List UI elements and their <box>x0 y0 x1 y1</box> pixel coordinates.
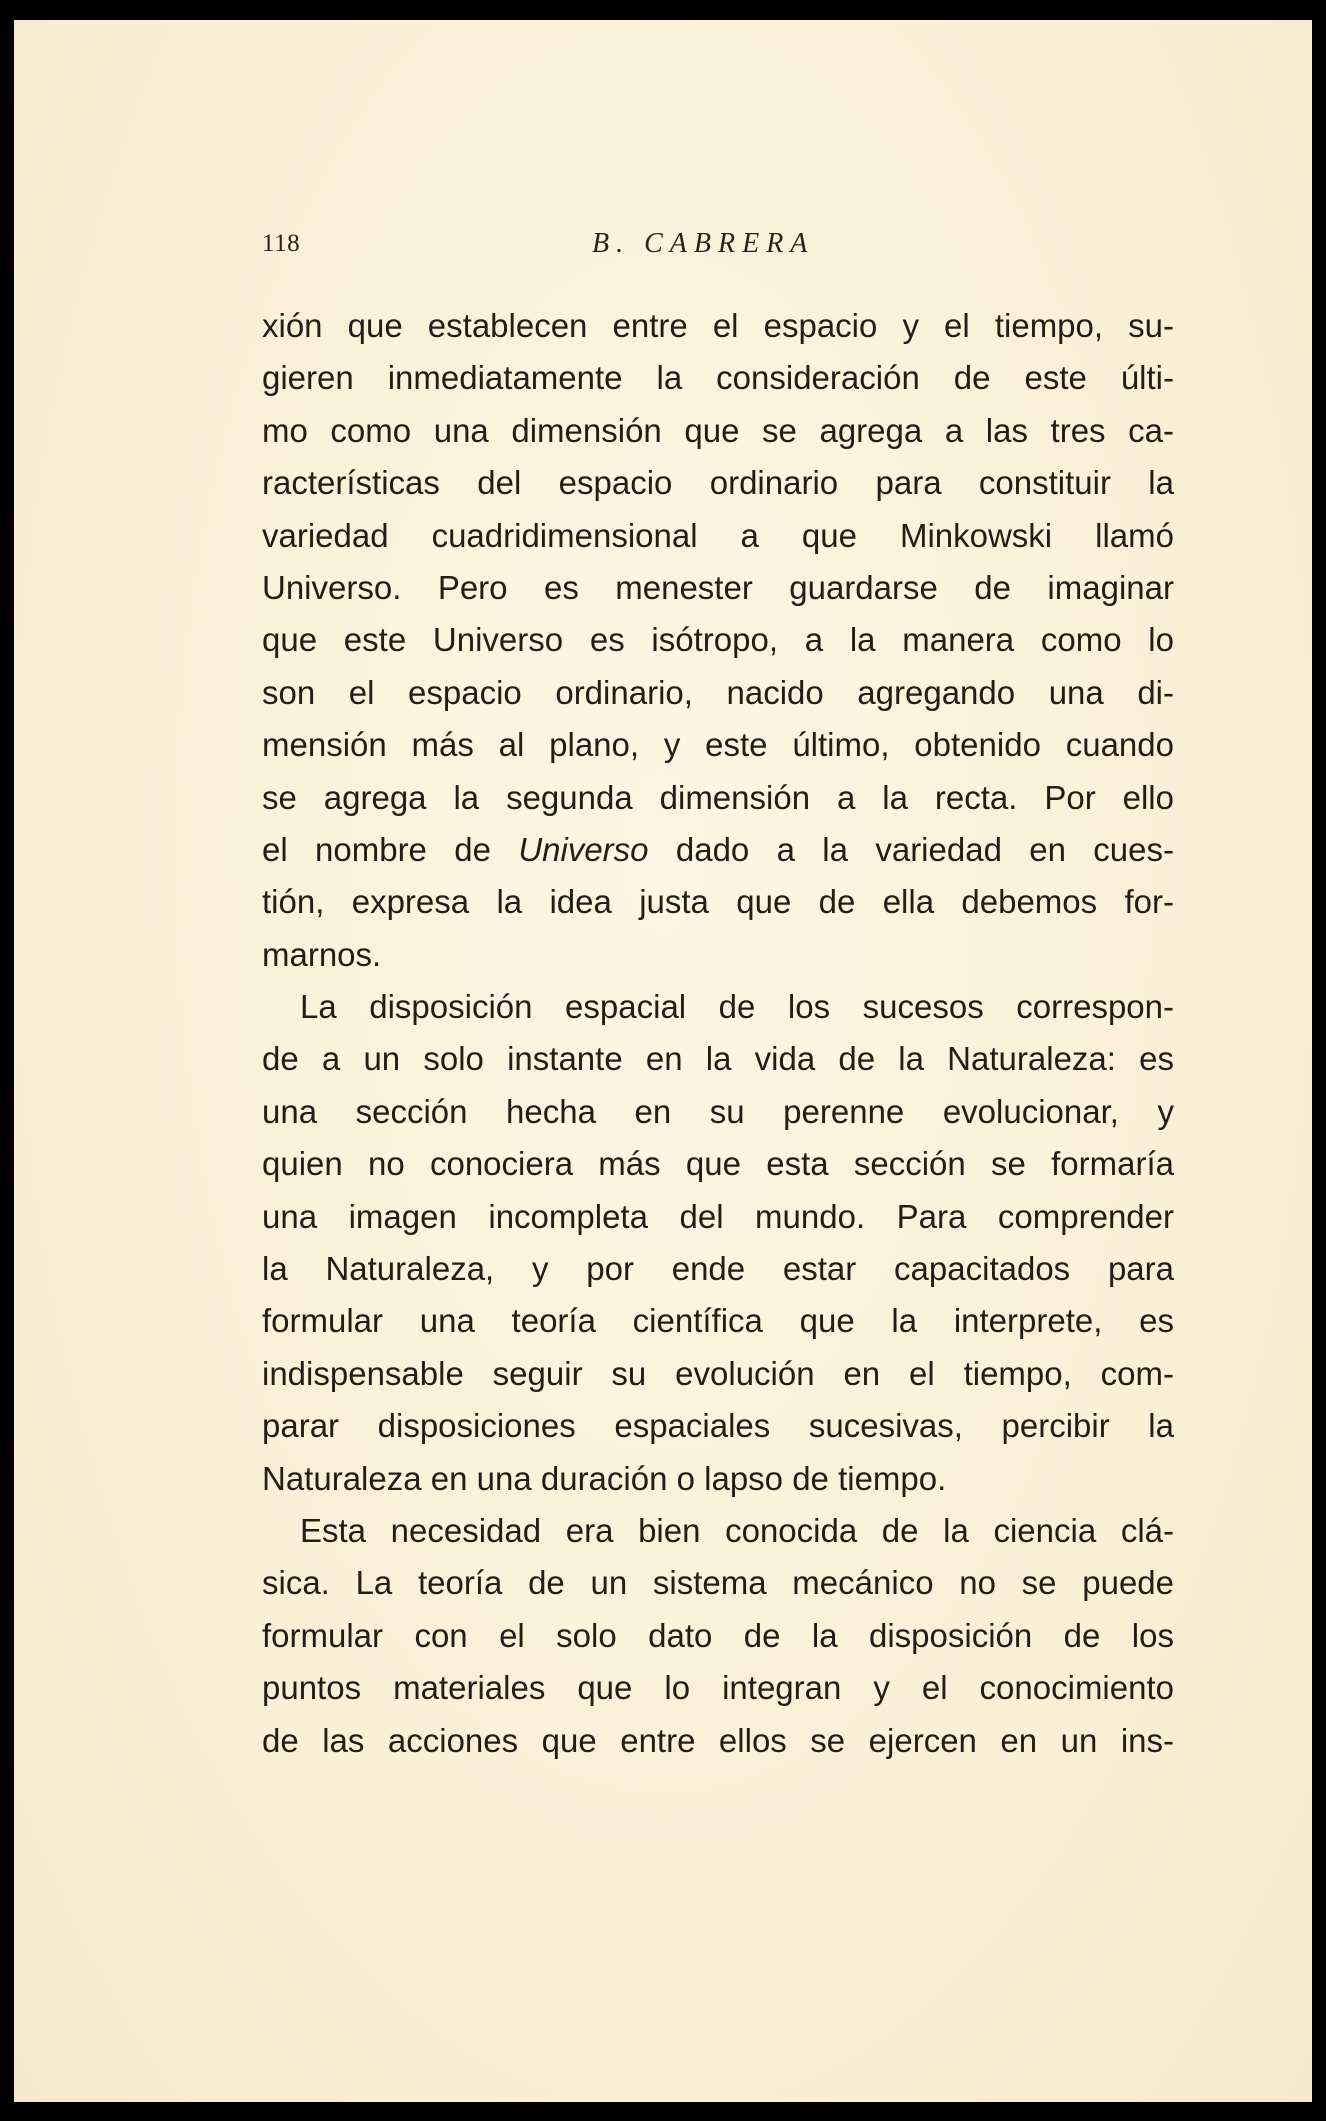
text-line: sica. La teoría de un sistema mecánico no se puede <box>262 1564 1174 1602</box>
text-line: una imagen incompleta del mundo. Para comprender <box>262 1197 1174 1235</box>
text-line: formular una teoría científica que la interprete, es <box>262 1302 1174 1340</box>
text-line: son el espacio ordinario, nacido agregando una di- <box>262 673 1174 711</box>
text-line: quien no conociera más que esta sección se formaría <box>262 1145 1174 1183</box>
text-line: Naturaleza en una duración o lapso de tiempo. <box>262 1459 947 1497</box>
page-number: 118 <box>262 230 301 257</box>
paragraph-1 <box>262 300 1174 981</box>
text-line: la Naturaleza, y por ende estar capacitados para <box>262 1250 1174 1288</box>
text-line: Esta necesidad era bien conocida de la ciencia clá- <box>300 1511 1174 1549</box>
running-head: B. CABRERA <box>592 228 815 259</box>
text-line: racterísticas del espacio ordinario para constituir la <box>262 464 1174 502</box>
text-line: una sección hecha en su perenne evolucionar, y <box>262 1092 1174 1130</box>
text-line: parar disposiciones espaciales sucesivas, percibir la <box>262 1407 1174 1445</box>
text-line: marnos. <box>262 935 382 973</box>
text-line: gieren inmediatamente la consideración de este últi- <box>262 359 1174 397</box>
text-line: indispensable seguir su evolución en el tiempo, com- <box>262 1354 1174 1392</box>
text-line: que este Universo es isótropo, a la manera como lo <box>262 621 1174 659</box>
text-line-with-emphasis <box>262 824 1174 876</box>
text-line: xión que establecen entre el espacio y el tiempo, su- <box>262 307 1174 344</box>
text-line: de a un solo instante en la vida de la Naturaleza: es <box>262 1040 1174 1078</box>
text-line: mo como una dimensión que se agrega a las tres ca- <box>262 411 1174 449</box>
body-text <box>262 300 1174 1767</box>
text-line: formular con el solo dato de la disposición de los <box>262 1616 1174 1654</box>
emphasis-universo: Universo <box>518 830 649 868</box>
text-line: La disposición espacial de los sucesos correspon- <box>300 988 1174 1026</box>
text-line: tión, expresa la idea justa que de ella debemos for- <box>262 883 1174 921</box>
text-segment: dado a la variedad en cues- <box>648 830 1174 868</box>
text-line: mensión más al plano, y este último, obtenido cuando <box>262 726 1174 764</box>
text-line: de las acciones que entre ellos se ejercen en un ins- <box>262 1721 1174 1759</box>
text-line: variedad cuadridimensional a que Minkowski llamó <box>262 516 1174 554</box>
text-line: puntos materiales que lo integran y el conocimiento <box>262 1669 1174 1707</box>
page-header <box>262 230 1162 270</box>
text-line: Universo. Pero es menester guardarse de imaginar <box>262 568 1174 606</box>
paragraph-2 <box>262 981 1174 1505</box>
text-segment: el nombre de <box>262 830 519 868</box>
paragraph-3 <box>262 1505 1174 1767</box>
text-line: se agrega la segunda dimensión a la recta. Por ello <box>262 778 1174 816</box>
